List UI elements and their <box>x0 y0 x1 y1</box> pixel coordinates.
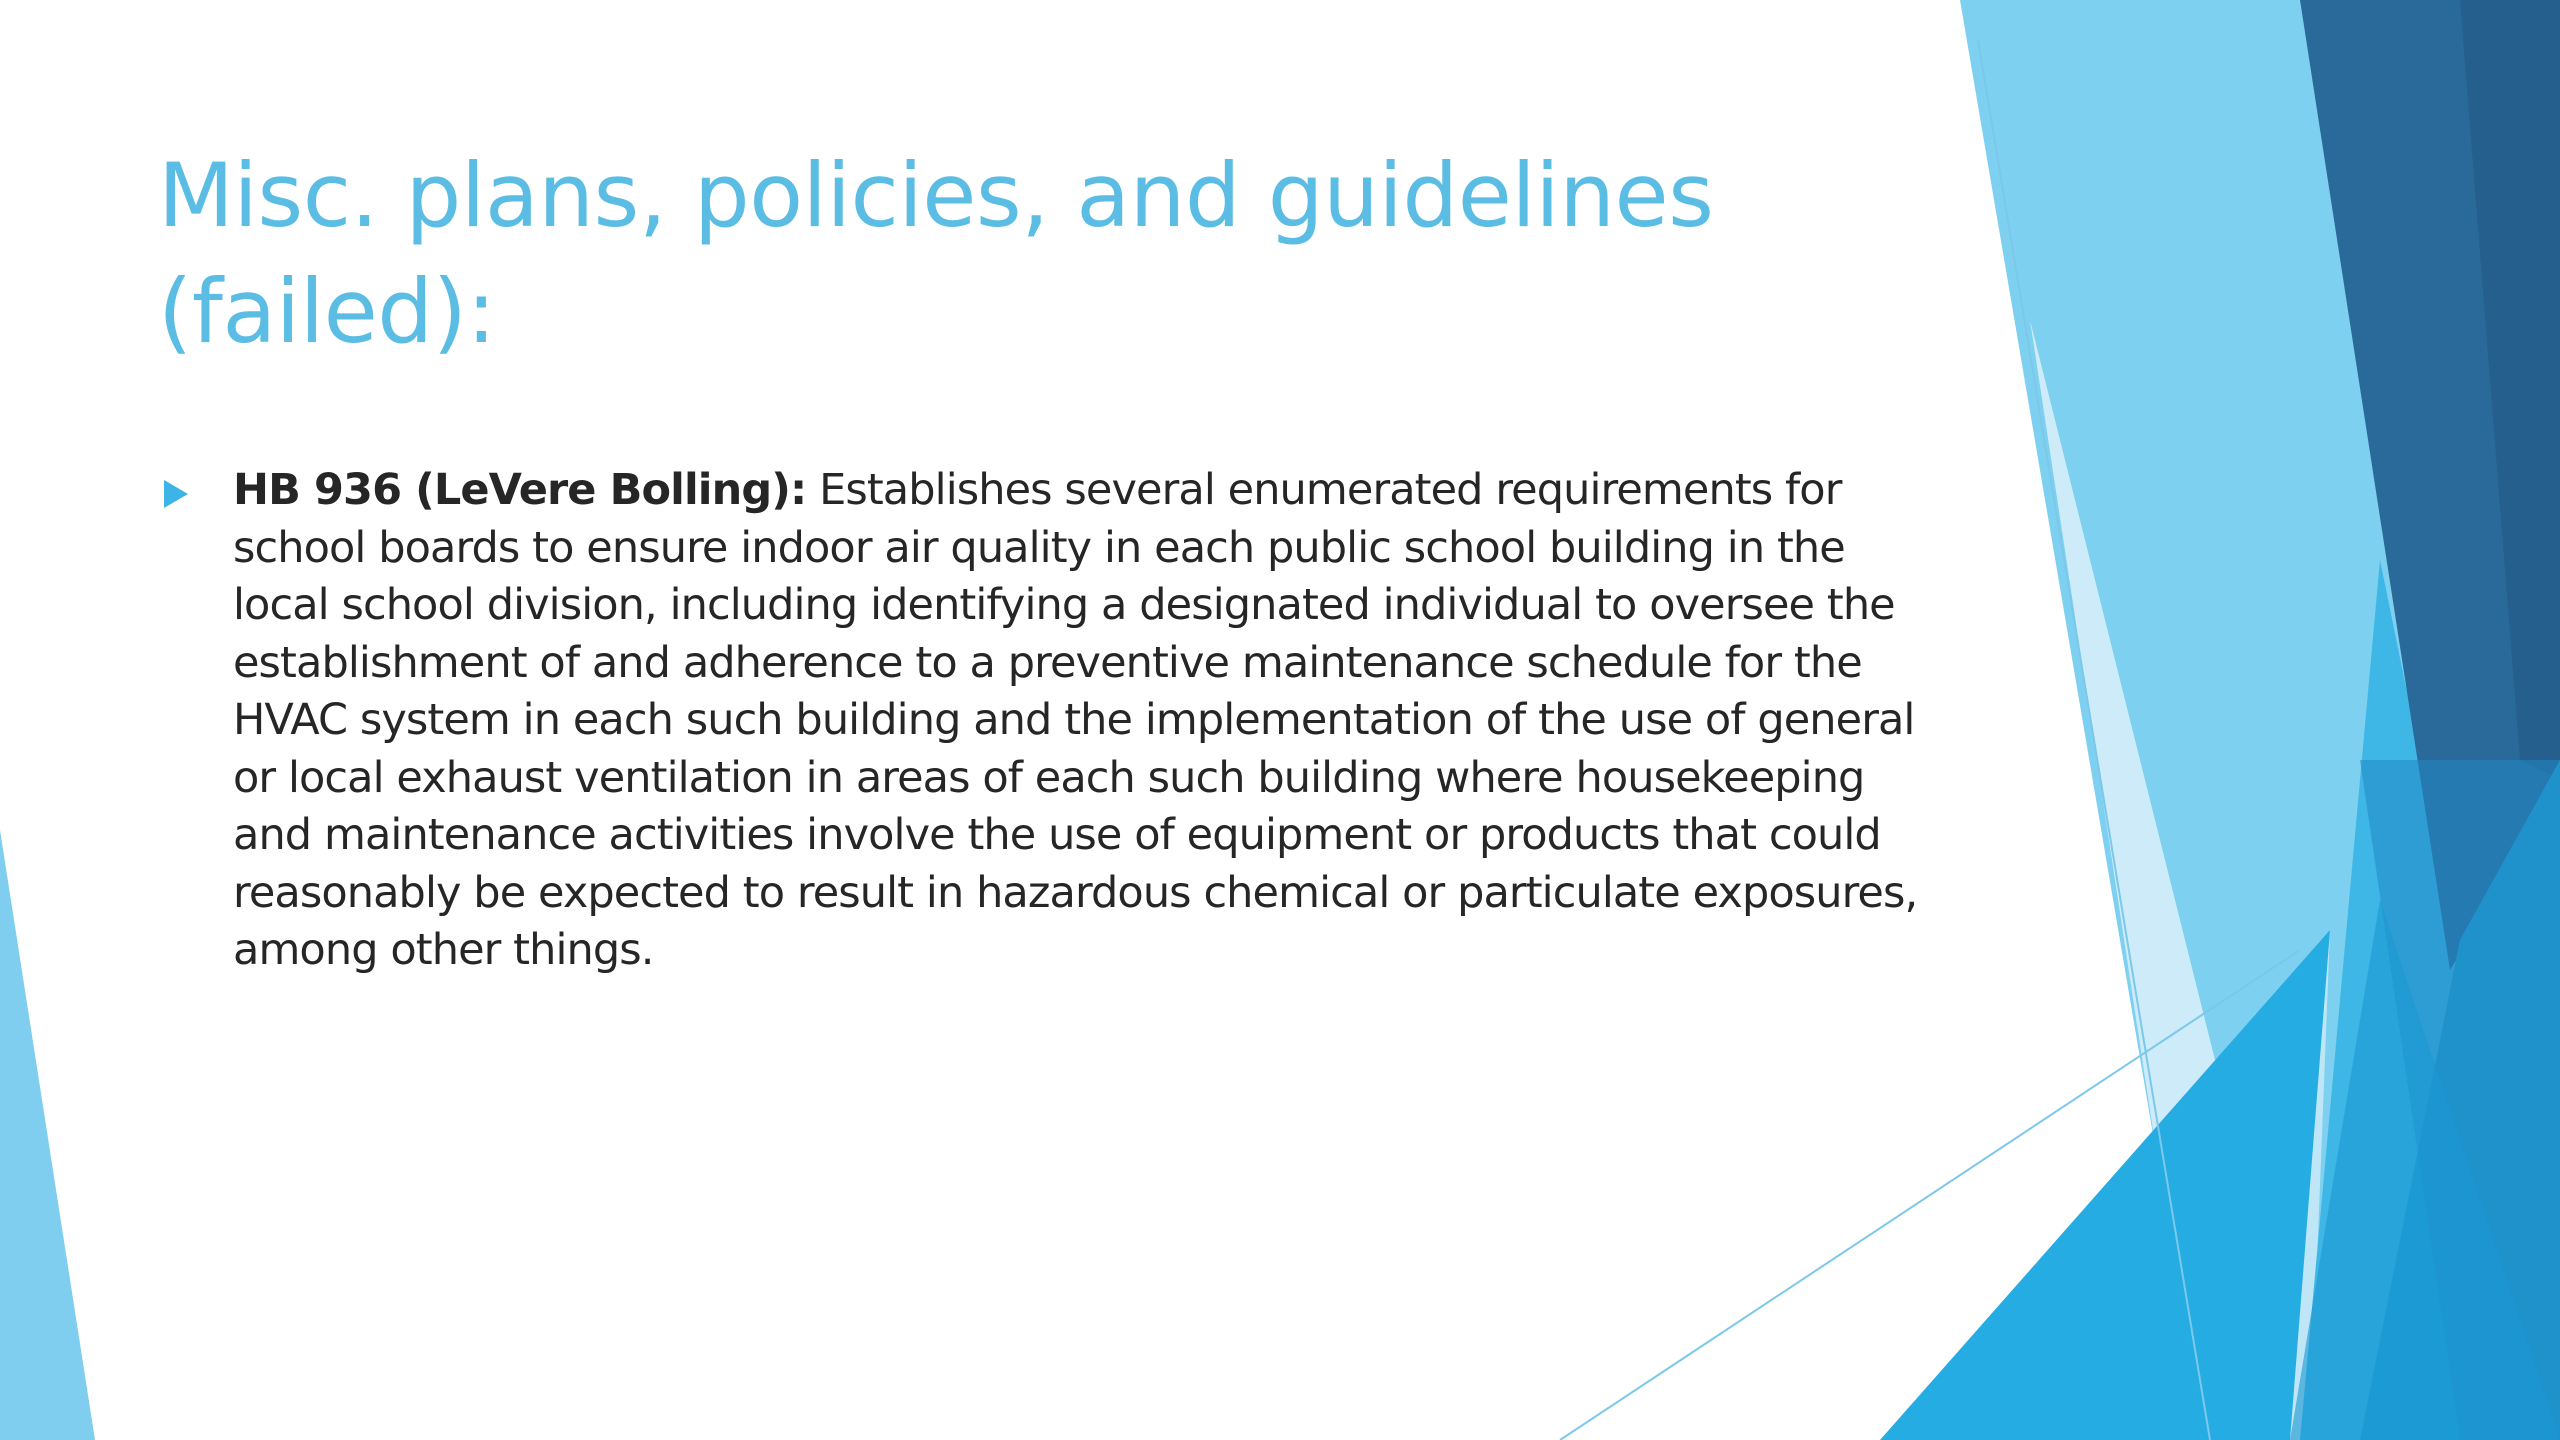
title-line-2: (failed): <box>158 260 496 363</box>
bill-label: HB 936 (LeVere Bolling): <box>233 465 807 515</box>
left-edge-shape <box>0 830 95 1440</box>
right-light-panel <box>1960 0 2560 1440</box>
right-dark-strip <box>2460 0 2560 780</box>
triangle-bullet-icon <box>164 480 188 508</box>
right-mid-triangle <box>2300 560 2560 1440</box>
right-pale-wedge <box>2030 320 2310 1440</box>
title-line-1: Misc. plans, policies, and guidelines <box>158 144 1714 247</box>
slide-title <box>158 138 1958 370</box>
thin-line-accent-1 <box>1978 40 2210 1440</box>
bottom-blue-triangle <box>1880 930 2330 1440</box>
thin-line-accent-2 <box>1560 950 2300 1440</box>
right-pale-triangle <box>2040 930 2330 1440</box>
right-lower-mid <box>2360 760 2560 1440</box>
right-dark-band <box>2300 0 2560 970</box>
bottom-right-overlay <box>2290 900 2560 1440</box>
right-lower-deep <box>2360 760 2560 1440</box>
bullet-item <box>160 462 1940 980</box>
bill-description: Establishes several enumerated requirements for school boards to ensure indoor air quality in each public school building in the local school division, including identifying a designated individual to oversee the establishment of and adherence to a preventive maintenance schedule for the HVAC system in each such building and the implementation of the use of general or local exhaust ventilation in areas of each such building where housekeeping and maintenance activities involve the use of equipment or products that could reasonably be expected to result in hazardous chemical or particulate exposures, among other things. <box>233 465 1918 975</box>
bullet-list <box>160 462 1940 980</box>
